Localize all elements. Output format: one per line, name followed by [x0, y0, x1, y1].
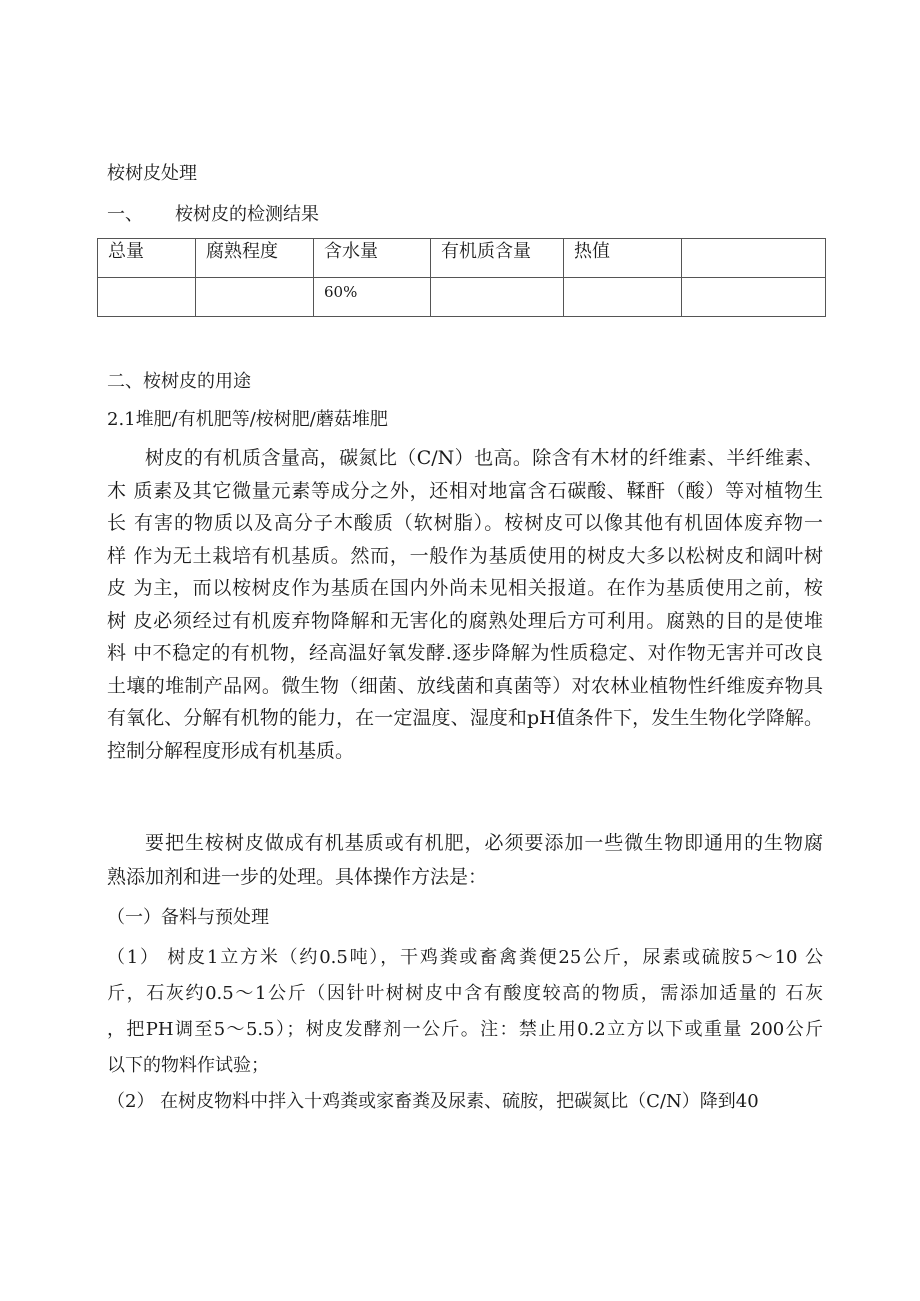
paragraph-2: [107, 826, 823, 894]
paragraph-line: 样 作为无土栽培有机基质。然而，一般作为基质使用的树皮大多以松树皮和阔叶树: [107, 544, 823, 567]
table-header-cell: 热值: [564, 239, 682, 278]
paragraph-1: [107, 442, 823, 767]
table-header-row: [98, 239, 826, 278]
subsection-heading: 2.1堆肥/有机肥等/桉树肥/蘑菇堆肥: [107, 409, 388, 430]
list-item-line: （2） 在树皮物料中拌入十鸡粪或家畜粪及尿素、硫胺，把碳氮比（C/N）降到40: [107, 1091, 759, 1112]
results-table: [97, 238, 826, 317]
table-cell: [431, 278, 564, 317]
table-header-cell: 总量: [98, 239, 196, 278]
list-item-line: （1） 树皮1立方米（约0.5吨），干鸡粪或畜禽粪便25公斤，尿素或硫胺5〜10 公: [107, 947, 823, 968]
subsection-heading-prep: （一）备料与预处理: [107, 907, 269, 928]
table-row: [98, 278, 826, 317]
table-cell: [196, 278, 314, 317]
table-header-cell: [682, 239, 826, 278]
paragraph-line: 有氧化、分解有机物的能力，在一定温度、湿度和pH值条件下，发生生物化学降解。: [107, 707, 823, 729]
table-cell: [564, 278, 682, 317]
table-header-cell: 腐熟程度: [196, 239, 314, 278]
paragraph-line: 皮 为主，而以桉树皮作为基质在国内外尚未见相关报道。在作为基质使用之前，桉: [107, 577, 823, 599]
paragraph-line: 熟添加剂和进一步的处理。具体操作方法是：: [107, 866, 488, 888]
section-number: 一、: [107, 204, 143, 225]
document-title: 桉树皮处理: [107, 163, 197, 184]
paragraph-line: 木 质素及其它微量元素等成分之外，还相对地富含石碳酸、鞣酐（酸）等对植物生: [107, 479, 823, 502]
paragraph-line: 要把生桉树皮做成有机基质或有机肥，必须要添加一些微生物即通用的生物腐: [145, 832, 823, 854]
paragraph-line: 长 有害的物质以及高分子木酸质（软树脂）。桉树皮可以像其他有机固体废弃物一: [107, 512, 823, 534]
table-header-cell: 含水量: [314, 239, 431, 278]
paragraph-line: 土壤的堆制产品网。微生物（细菌、放线菌和真菌等）对农林业植物性纤维废弃物具: [107, 674, 823, 697]
section-heading-1: [107, 203, 319, 227]
table-cell: [682, 278, 826, 317]
table-cell: 60%: [314, 278, 431, 317]
section-title: 桉树皮的检测结果: [175, 204, 319, 225]
paragraph-line: 树皮的有机质含量高，碳氮比（C/N）也高。除含有木材的纤维素、半纤维素、: [145, 447, 823, 469]
paragraph-line: 控制分解程度形成有机基质。: [107, 739, 355, 762]
list-item-1: [107, 940, 823, 1084]
list-item-line: ，把PH调至5〜5.5）；树皮发酵剂一公斤。注：禁止用0.2立方以下或重量 200公斤: [107, 1019, 823, 1040]
paragraph-line: 料 中不稳定的有机物，经高温好氧发酵.逐步降解为性质稳定、对作物无害并可改良: [107, 642, 823, 664]
paragraph-line: 树 皮必须经过有机废弃物降解和无害化的腐熟处理后方可利用。腐熟的目的是使堆: [107, 609, 823, 632]
table-cell: [98, 278, 196, 317]
list-item-line: 以下的物料作试验；: [107, 1055, 269, 1076]
table-header-cell: 有机质含量: [431, 239, 564, 278]
list-item-2: [107, 1084, 823, 1120]
section-heading-2: 二、桉树皮的用途: [107, 371, 251, 392]
list-item-line: 斤，石灰约0.5〜1公斤（因针叶树树皮中含有酸度较高的物质，需添加适量的 石灰: [107, 983, 823, 1004]
